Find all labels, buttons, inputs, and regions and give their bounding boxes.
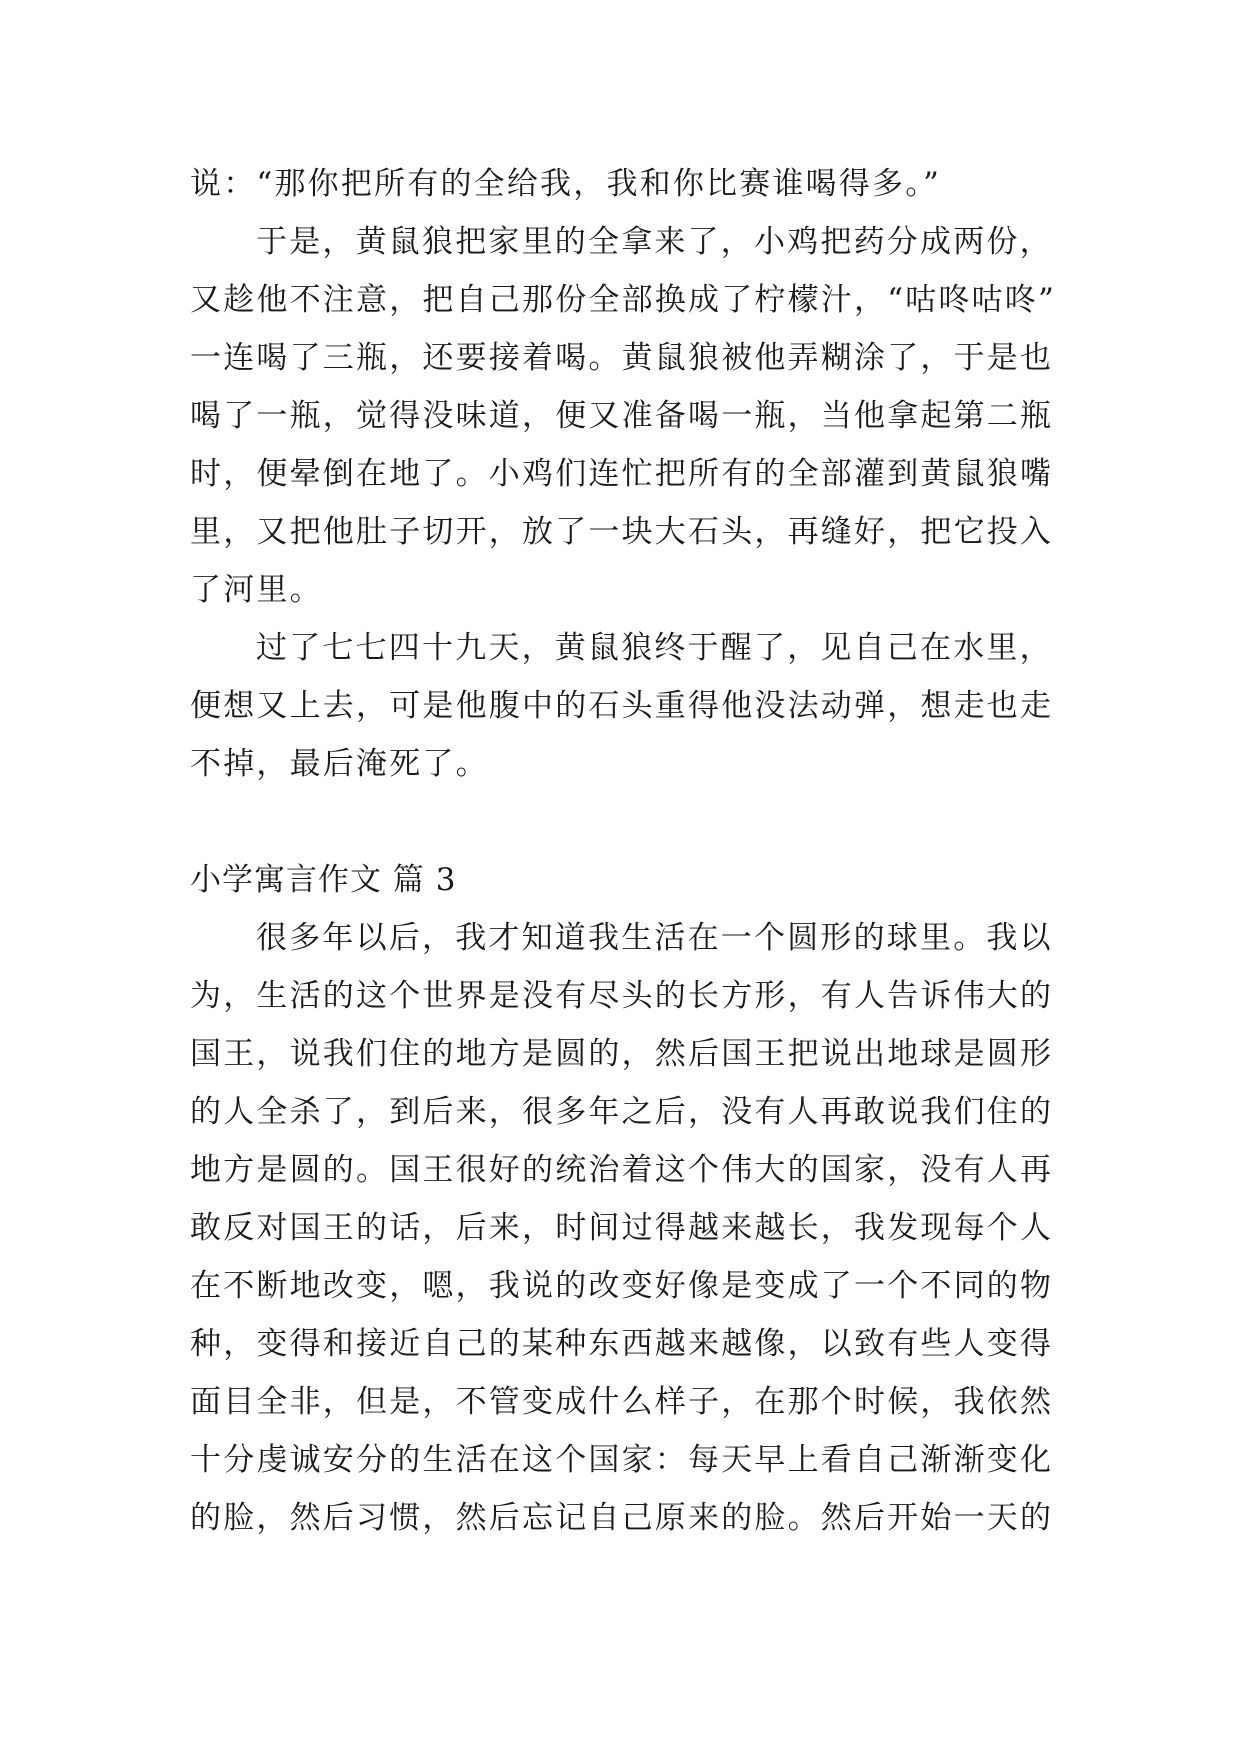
text-line: 的脸，然后习惯，然后忘记自己原来的脸。然后开始一天的 bbox=[190, 1500, 1054, 1536]
paragraph-3 bbox=[190, 619, 1070, 793]
section-spacer bbox=[190, 793, 1070, 851]
text-line: 时，便晕倒在地了。小鸡们连忙把所有的全部灌到黄鼠狼嘴 bbox=[190, 456, 1054, 492]
paragraph-2 bbox=[190, 213, 1070, 619]
text-line: 便想又上去，可是他腹中的石头重得他没法动弹，想走也走 bbox=[190, 688, 1054, 724]
text-line: 过了七七四十九天，黄鼠狼终于醒了，见自己在水里， bbox=[256, 630, 1053, 666]
text-line: 很多年以后，我才知道我生活在一个圆形的球里。我以 bbox=[256, 920, 1053, 956]
text-line: 里，又把他肚子切开，放了一块大石头，再缝好，把它投入 bbox=[190, 514, 1054, 550]
text-line: 地方是圆的。国王很好的统治着这个伟大的国家，没有人再 bbox=[190, 1152, 1054, 1188]
text-line: 十分虔诚安分的生活在这个国家：每天早上看自己渐渐变化 bbox=[190, 1442, 1054, 1478]
section-heading: 小学寓言作文 篇 3 bbox=[190, 862, 457, 898]
text-line: 种，变得和接近自己的某种东西越来越像，以致有些人变得 bbox=[190, 1326, 1054, 1362]
text-line: 敢反对国王的话，后来，时间过得越来越长，我发现每个人 bbox=[190, 1210, 1054, 1246]
paragraph-4 bbox=[190, 909, 1070, 1547]
text-line: 说：“那你把所有的全给我，我和你比赛谁喝得多。” bbox=[190, 166, 941, 202]
text-line: 一连喝了三瓶，还要接着喝。黄鼠狼被他弄糊涂了，于是也 bbox=[190, 340, 1054, 376]
document-page bbox=[190, 155, 1070, 1547]
text-line: 的人全杀了，到后来，很多年之后，没有人再敢说我们住的 bbox=[190, 1094, 1054, 1130]
text-line: 于是，黄鼠狼把家里的全拿来了，小鸡把药分成两份， bbox=[256, 224, 1053, 260]
text-line: 又趁他不注意，把自己那份全部换成了柠檬汁，“咕咚咕咚” bbox=[190, 282, 1057, 318]
text-line: 面目全非，但是，不管变成什么样子，在那个时候，我依然 bbox=[190, 1384, 1054, 1420]
text-line: 不掉，最后淹死了。 bbox=[190, 746, 489, 782]
text-line: 为，生活的这个世界是没有尽头的长方形，有人告诉伟大的 bbox=[190, 978, 1054, 1014]
text-line: 喝了一瓶，觉得没味道，便又准备喝一瓶，当他拿起第二瓶 bbox=[190, 398, 1054, 434]
text-line: 在不断地改变，嗯，我说的改变好像是变成了一个不同的物 bbox=[190, 1268, 1054, 1304]
text-line: 国王，说我们住的地方是圆的，然后国王把说出地球是圆形 bbox=[190, 1036, 1054, 1072]
paragraph-1 bbox=[190, 155, 1070, 213]
text-line: 了河里。 bbox=[190, 572, 323, 608]
